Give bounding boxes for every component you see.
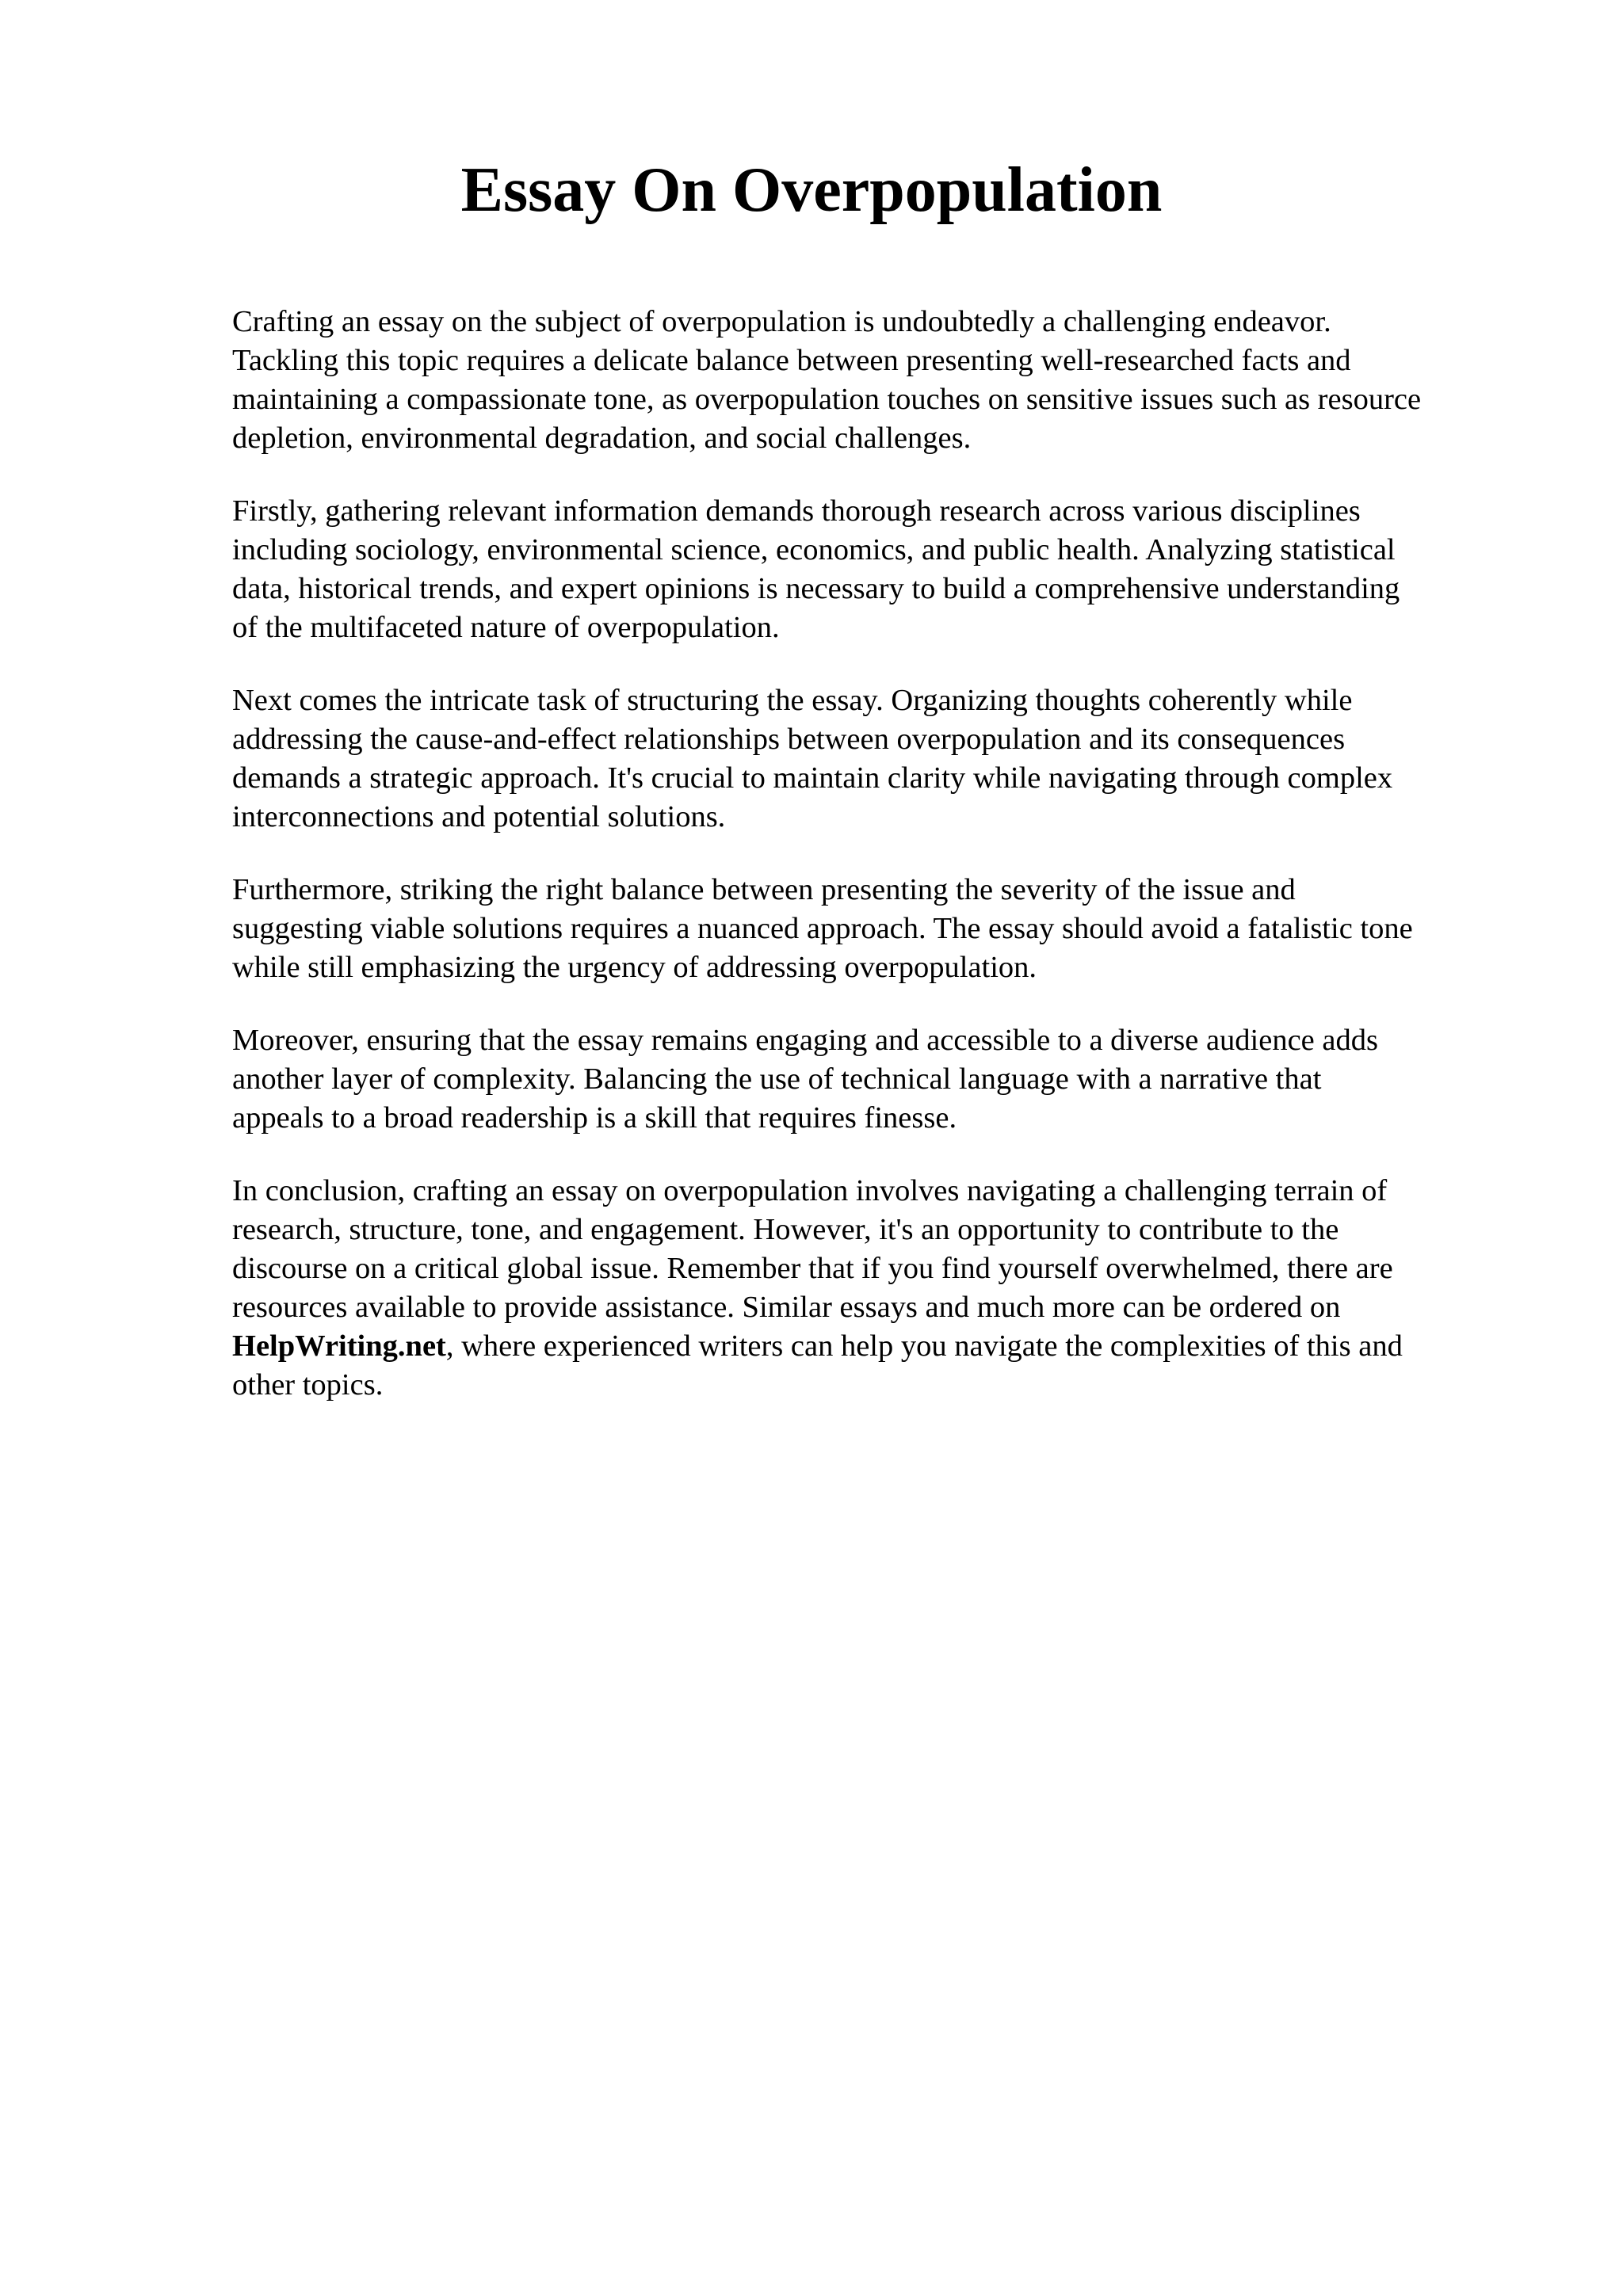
- text-line: depletion, environmental degradation, and social challenges.: [232, 421, 972, 455]
- paragraph-conclusion: [232, 1172, 1532, 1405]
- text-line: Furthermore, striking the right balance between presenting the severity of the issue and: [232, 873, 1296, 906]
- text-line: appeals to a broad readership is a skill that requires finesse.: [232, 1101, 957, 1135]
- text-line: resources available to provide assistance. Similar essays and much more can be ordered on: [232, 1291, 1341, 1324]
- text-line: In conclusion, crafting an essay on overpopulation involves navigating a challenging terrain of: [232, 1174, 1388, 1207]
- text-line: another layer of complexity. Balancing the use of technical language with a narrative that: [232, 1062, 1322, 1096]
- text-line: other topics.: [232, 1368, 384, 1402]
- text-line: maintaining a compassionate tone, as overpopulation touches on sensitive issues such as resource: [232, 383, 1422, 416]
- text-line: Tackling this topic requires a delicate balance between presenting well-researched facts and: [232, 344, 1351, 377]
- paragraph-audience: [232, 1021, 1532, 1138]
- essay-body: [232, 303, 1532, 1439]
- text-line: Firstly, gathering relevant information demands thorough research across various disciplines: [232, 494, 1361, 528]
- text-line-with-brand: [232, 1327, 1532, 1366]
- text-line: data, historical trends, and expert opinions is necessary to build a comprehensive understanding: [232, 572, 1400, 605]
- text-line: Moreover, ensuring that the essay remains engaging and accessible to a diverse audience adds: [232, 1024, 1378, 1057]
- text-line: including sociology, environmental science, economics, and public health. Analyzing statistical: [232, 533, 1396, 566]
- page-title: Essay On Overpopulation: [460, 155, 1163, 225]
- text-line: while still emphasizing the urgency of addressing overpopulation.: [232, 951, 1037, 984]
- brand-link[interactable]: HelpWriting.net: [232, 1329, 446, 1363]
- paragraph-intro: [232, 303, 1532, 458]
- text-line: research, structure, tone, and engagement. However, it's an opportunity to contribute to the: [232, 1213, 1339, 1246]
- text-line: Next comes the intricate task of structuring the essay. Organizing thoughts coherently while: [232, 684, 1353, 717]
- text-line: of the multifaceted nature of overpopulation.: [232, 611, 780, 644]
- paragraph-balance: [232, 871, 1532, 987]
- text-line: Crafting an essay on the subject of overpopulation is undoubtedly a challenging endeavor.: [232, 305, 1331, 338]
- text-line: discourse on a critical global issue. Remember that if you find yourself overwhelmed, there are: [232, 1252, 1393, 1285]
- text-line: interconnections and potential solutions.: [232, 800, 726, 833]
- text-line: suggesting viable solutions requires a nuanced approach. The essay should avoid a fatalistic tone: [232, 912, 1413, 945]
- paragraph-research: [232, 492, 1532, 647]
- text-after-brand: , where experienced writers can help you navigate the complexities of this and: [445, 1329, 1403, 1363]
- text-line: addressing the cause-and-effect relationships between overpopulation and its consequences: [232, 723, 1346, 756]
- paragraph-structure: [232, 681, 1532, 837]
- text-line: demands a strategic approach. It's crucial to maintain clarity while navigating through complex: [232, 761, 1393, 795]
